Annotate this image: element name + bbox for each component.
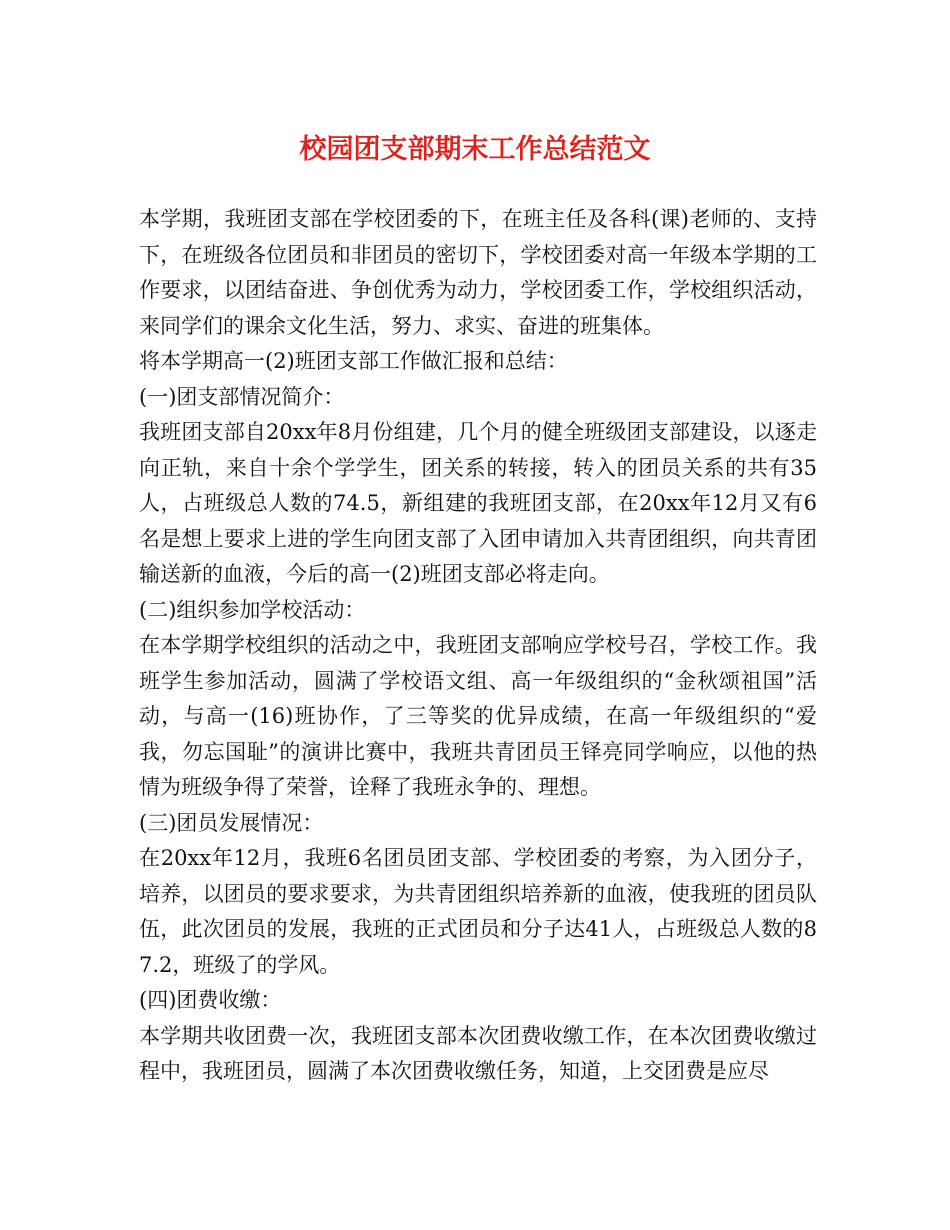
section-heading-2: (二)组织参加学校活动： <box>139 597 366 622</box>
section-heading-3: (三)团员发展情况： <box>139 810 324 835</box>
document-body <box>139 202 817 1090</box>
paragraph-summary-lead: 将本学期高一(2)班团支部工作做汇报和总结： <box>139 349 568 373</box>
paragraph-section-1: 我班团支部自20xx年8月份组建，几个月的健全班级团支部建设，以逐走向正轨，来自十余个学学生，团关系的转接，转入的团员关系的共有35人，占班级总人数的74.5，新组建的我班团支部，在20xx年12月又有6名是想上要求上进的学生向团支部了入团申请加入共青团组织，向共青团输送新的血液，今后的高一(2)班团支部必将走向。 <box>139 420 817 586</box>
section-heading-4: (四)团费收缴： <box>139 988 282 1012</box>
paragraph-section-4: 本学期共收团费一次，我班团支部本次团费收缴工作，在本次团费收缴过程中，我班团员，圆满了本次团费收缴任务，知道，上交团费是应尽 <box>139 1023 817 1083</box>
section-heading-1: (一)团支部情况简介： <box>139 384 345 409</box>
paragraph-section-3: 在20xx年12月，我班6名团员团支部、学校团委的考察，为入团分子，培养，以团员的要求要求，为共青团组织培养新的血液，使我班的团员队伍，此次团员的发展，我班的正式团员和分子达41人，占班级总人数的87.2，班级了的学风。 <box>139 846 817 977</box>
paragraph-intro: 本学期，我班团支部在学校团委的下，在班主任及各科(课)老师的、支持下，在班级各位团员和非团员的密切下，学校团委对高一年级本学期的工作要求，以团结奋进、争创优秀为动力，学校团委工作，学校组织活动，来同学们的课余文化生活，努力、求实、奋进的班集体。 <box>139 207 817 338</box>
document-title: 校园团支部期末工作总结范文 <box>299 134 651 165</box>
paragraph-section-2: 在本学期学校组织的活动之中，我班团支部响应学校号召，学校工作。我班学生参加活动，圆满了学校语文组、高一年级组织的“金秋颂祖国”活动，与高一(16)班协作，了三等奖的优异成绩，在高一年级组织的“爱我，勿忘国耻”的演讲比赛中，我班共青团员王铎亮同学响应，以他的热情为班级争得了荣誉，诠释了我班永争的、理想。 <box>139 633 817 799</box>
